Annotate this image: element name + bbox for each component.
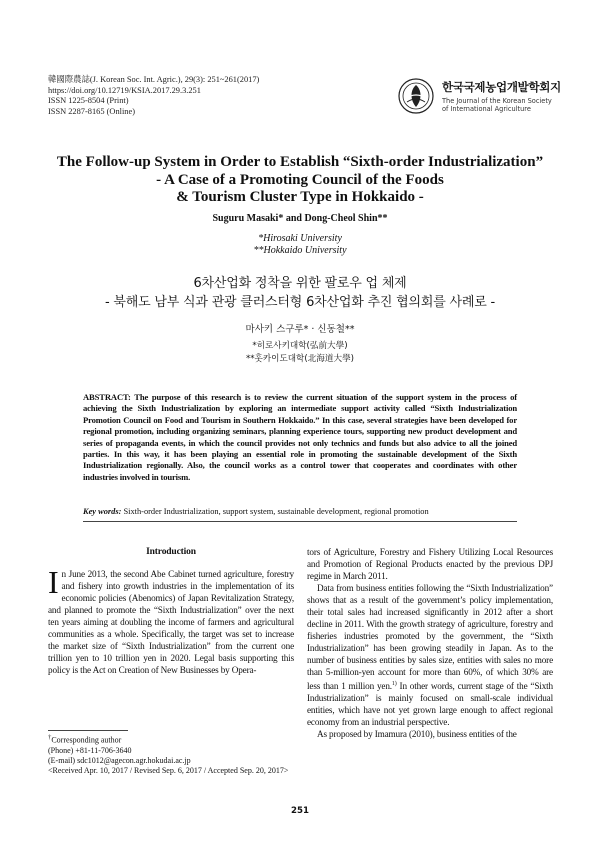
intro-paragraph-3: [307, 582, 553, 728]
affiliation-en-1: *Hirosaki University: [258, 233, 342, 244]
keywords-divider: [83, 521, 517, 522]
intro-paragraph-3-text-b: In other words, current stage of the “Sixth Industrialization” is mainly focused on small-scale individual entities, which have not yet grown large enough to affect regional economy from an industrial perspective.: [307, 681, 553, 728]
page-number: 251: [291, 806, 309, 816]
title-en-line3: & Tourism Cluster Type in Hokkaido -: [176, 189, 424, 205]
society-seal-icon: [398, 78, 434, 114]
intro-paragraph-3-text-a: Data from business entities following the “Sixth Industrialization” shows that as a result of the government’s policy implementation, their total sales had increased significantly in 2012 after a short decline in 2011. With the growth strategy of agriculture, forestry and fisheries industries promoted by the government, the “Sixth Industrialization” has been growing steadily in Japan. As to the number of business entities by sales size, entities with sales no more than 5-million-yen account for more than 60%, of which 30% are less than 1 million yen.: [307, 583, 553, 692]
body-column-left: [48, 546, 294, 676]
intro-paragraph-4: As proposed by Imamura (2010), business entities of the: [317, 729, 517, 740]
citation-line: 韓國際農誌(J. Korean Soc. Int. Agric.), 29(3): 251~261(2017): [48, 75, 260, 84]
society-logo: [398, 78, 568, 118]
intro-paragraph-2: tors of Agriculture, Forestry and Fishery Utilizing Local Resources and Promotion of Regional Products enacted by the previous DPJ regime in March 2011.: [307, 547, 553, 581]
intro-paragraph-1: [48, 564, 294, 676]
title-en-line1: The Follow-up System in Order to Establish “Sixth-order Industrialization”: [56, 154, 544, 170]
intro-paragraph-1-text: n June 2013, the second Abe Cabinet turned agriculture, forestry and fishery into growth industries in the implementation of its economic policies (Abenomics) of Japan Revitalization Strategy, and planned to promote the “Sixth Industrialization” over the next ten years aiming at doubling the income of farmers and agricultural communities as a whole. Specifically, the target was set to increase the market size of “Sixth Industrialization” from the current one trillion yen to 10 trillion yen in 2020. Legal basis supporting this policy is the Act on Creation of New Businesses by Opera-: [48, 569, 294, 675]
affiliation-ko-1: *히로사키대학(弘前大學): [252, 341, 348, 351]
title-en-line2: - A Case of a Promoting Council of the Foods: [156, 171, 444, 188]
doi-link[interactable]: https://doi.org/10.12719/KSIA.2017.29.3.251: [48, 85, 201, 95]
society-name-en: [442, 97, 552, 114]
footnote-divider: [48, 730, 128, 731]
authors-en: Suguru Masaki* and Dong-Cheol Shin**: [212, 213, 388, 224]
affiliation-ko-2: **홋카이도대학(北海道大學): [245, 353, 355, 364]
authors-ko: 마사키 스구루* · 신동철**: [245, 324, 355, 335]
dagger-mark: †: [48, 734, 52, 741]
society-name-ko: 한국국제농업개발학회지: [442, 80, 561, 94]
society-name-en-line2: of International Agriculture: [442, 105, 531, 114]
body-column-right: [307, 546, 553, 740]
affiliations-ko: [40, 340, 560, 365]
affiliation-en-2: **Hokkaido University: [253, 244, 347, 256]
keywords-label: Key words:: [83, 507, 122, 516]
issn-print: ISSN 1225-8504 (Print): [48, 96, 129, 106]
corresponding-author-label: Corresponding author: [51, 735, 122, 745]
drop-cap: I: [48, 564, 59, 600]
keywords-text: Sixth-order Industrialization, support system, sustainable development, regional promotion: [121, 507, 429, 516]
footnote-phone: (Phone) +81-11-706-3640: [48, 745, 132, 755]
abstract: ABSTRACT: The purpose of this research is to review the current situation of the support system in the process of achieving the Sixth Industrialization by exploring an intermediate support activity called “Sixth Industrialization Promotion Council on Food and Tourism in Southern Hokkaido.” In this case, several strategies have been developed for regional promotion, including organizing seminars, planning experience tours, supporting new product development and series of propaganda events, in which the council provides not only technics and funds but also advice to all the joined parties. In this way, it has been playing an essential role in promoting the sustainable development of the Sixth Industrialization regionally. Also, the council works as a control tower that cooperates and coordinates with other industries involved in tourism.: [83, 392, 517, 482]
affiliations-en: [40, 233, 560, 256]
corresponding-author: [48, 733, 300, 746]
journal-header: [48, 75, 259, 117]
footnote-email[interactable]: (E-mail) sdc1012@agecon.agr.hokudai.ac.jp: [48, 755, 191, 765]
issn-online: ISSN 2287-8165 (Online): [48, 106, 136, 116]
title-ko-line2: - 북해도 남부 식과 관광 클러스터형 6차산업화 추진 협의회를 사례로 -: [104, 294, 496, 310]
keywords: [83, 506, 517, 517]
citation-superscript[interactable]: 1): [391, 681, 397, 687]
footnote: [48, 733, 300, 776]
paper-title-en: [40, 154, 560, 207]
paper-title-ko: [30, 275, 570, 312]
title-ko-line1: 6차산업화 정착을 위한 팔로우 업 체제: [193, 276, 407, 291]
footnote-dates: <Received Apr. 10, 2017 / Revised Sep. 6, 2017 / Accepted Sep. 20, 2017>: [48, 765, 289, 775]
section-heading-introduction: Introduction: [146, 547, 196, 557]
society-name-en-line1: The Journal of the Korean Society: [442, 97, 552, 105]
